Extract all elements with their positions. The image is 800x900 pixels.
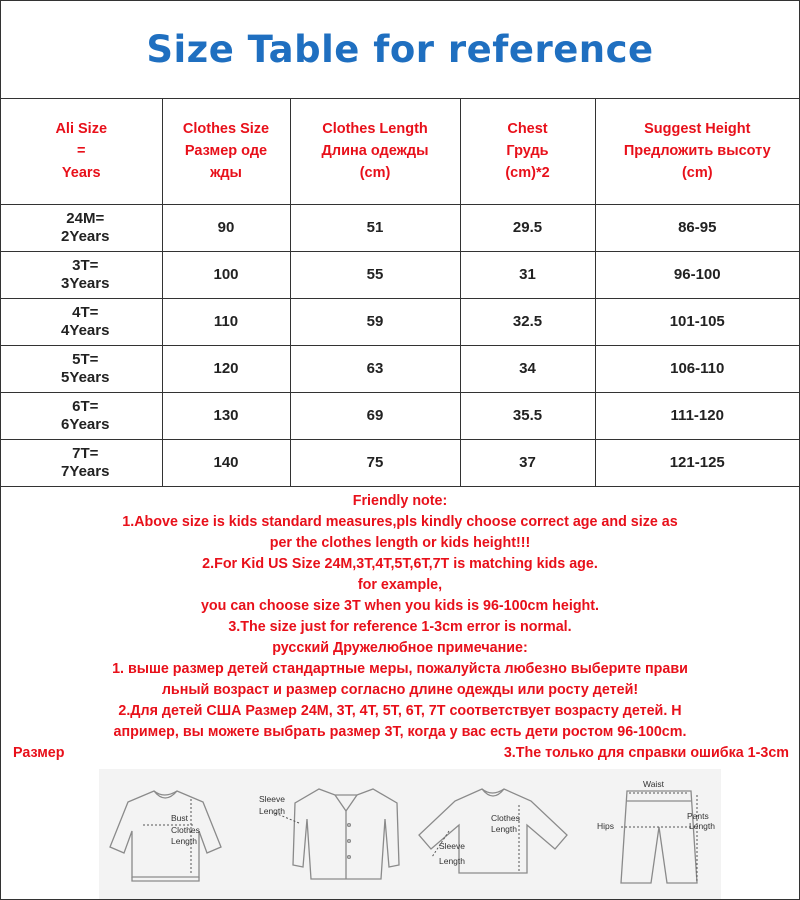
ru-note-3-left: Размер bbox=[13, 745, 65, 761]
hips-label: Hips bbox=[597, 821, 615, 831]
ru-note-2a: 2.Для детей США Размер 24M, 3T, 4T, 5T, 6T, 7T соответствует возрасту детей. Н bbox=[118, 703, 682, 719]
ru-note-3 bbox=[1, 743, 799, 764]
table-row bbox=[1, 252, 799, 299]
note-1a: 1.Above size is kids standard measures,pls kindly choose correct age and size as bbox=[122, 514, 678, 530]
table-row bbox=[1, 393, 799, 440]
chest-cell: 35.5 bbox=[460, 393, 595, 440]
table-row bbox=[1, 205, 799, 252]
height-cell: 101-105 bbox=[595, 299, 799, 346]
chest-cell: 31 bbox=[460, 252, 595, 299]
table-row bbox=[1, 346, 799, 393]
length-cell: 59 bbox=[290, 299, 460, 346]
height-cell: 96-100 bbox=[595, 252, 799, 299]
height-cell: 86-95 bbox=[595, 205, 799, 252]
pants-label: Pants bbox=[687, 811, 709, 821]
header-clothes-size: Clothes Size Размер оде жды bbox=[162, 98, 290, 205]
note-1b: per the clothes length or kids height!!! bbox=[269, 535, 531, 551]
length-label-1: Length bbox=[171, 836, 197, 846]
size-cell: 100 bbox=[162, 252, 290, 299]
age-cell: 24M= 2Years bbox=[1, 205, 162, 252]
age-cell: 5T= 5Years bbox=[1, 346, 162, 393]
age-cell: 7T= 7Years bbox=[1, 440, 162, 487]
chest-cell: 34 bbox=[460, 346, 595, 393]
friendly-notes bbox=[1, 489, 799, 769]
clothes-label-1: Clothes bbox=[171, 825, 200, 835]
chest-cell: 37 bbox=[460, 440, 595, 487]
header-ali-size: Ali Size = Years bbox=[1, 98, 162, 205]
sleeve-label-1: Sleeve bbox=[259, 794, 285, 804]
length-cell: 63 bbox=[290, 346, 460, 393]
length-cell: 55 bbox=[290, 252, 460, 299]
age-cell: 4T= 4Years bbox=[1, 299, 162, 346]
height-cell: 121-125 bbox=[595, 440, 799, 487]
header-chest: Chest Грудь (cm)*2 bbox=[460, 98, 595, 205]
title-row bbox=[1, 1, 799, 99]
size-cell: 120 bbox=[162, 346, 290, 393]
size-cell: 140 bbox=[162, 440, 290, 487]
bust-label: Bust bbox=[171, 813, 189, 823]
header-suggest-height: Suggest Height Предложить высоту (cm) bbox=[595, 98, 799, 205]
table-row bbox=[1, 440, 799, 487]
note-2b: for example, bbox=[357, 577, 443, 593]
notes-heading: Friendly note: bbox=[352, 493, 448, 509]
size-cell: 110 bbox=[162, 299, 290, 346]
length-cell: 69 bbox=[290, 393, 460, 440]
table-header-row bbox=[1, 98, 799, 205]
length-cell: 51 bbox=[290, 205, 460, 252]
note-2: 2.For Kid US Size 24M,3T,4T,5T,6T,7T is matching kids age. bbox=[202, 556, 598, 572]
ru-note-3-right: 3.The только для справки ошибка 1-3cm bbox=[503, 745, 789, 761]
page-title: Size Table for reference bbox=[146, 28, 654, 71]
note-2c: you can choose size 3T when you kids is 96-100cm height. bbox=[200, 598, 600, 614]
clothes-label-2: Clothes bbox=[491, 813, 520, 823]
ru-note-2b: апример, вы можете выбрать размер 3T, когда у вас есть дети ростом 96-100cm. bbox=[113, 724, 687, 740]
chest-cell: 32.5 bbox=[460, 299, 595, 346]
length-cell: 75 bbox=[290, 440, 460, 487]
sleeve-label-2: Sleeve bbox=[439, 841, 465, 851]
size-cell: 90 bbox=[162, 205, 290, 252]
measurement-diagram bbox=[99, 769, 721, 899]
sleeve-length-label-1: Length bbox=[259, 806, 285, 816]
age-cell: 6T= 6Years bbox=[1, 393, 162, 440]
sleeve-length-label-2: Length bbox=[439, 856, 465, 866]
ru-note-1a: 1. выше размер детей стандартные меры, пожалуйста любезно выберите прави bbox=[112, 661, 688, 677]
note-3: 3.The size just for reference 1-3cm error is normal. bbox=[228, 619, 572, 635]
size-cell: 130 bbox=[162, 393, 290, 440]
ru-note-1b: льный возраст и размер согласно длине одежды или росту детей! bbox=[161, 682, 639, 698]
size-table bbox=[1, 98, 799, 487]
table-row bbox=[1, 299, 799, 346]
height-cell: 111-120 bbox=[595, 393, 799, 440]
header-clothes-length: Clothes Length Длина одежды (cm) bbox=[290, 98, 460, 205]
age-cell: 3T= 3Years bbox=[1, 252, 162, 299]
chest-cell: 29.5 bbox=[460, 205, 595, 252]
height-cell: 106-110 bbox=[595, 346, 799, 393]
length-label-2: Length bbox=[491, 824, 517, 834]
waist-label: Waist bbox=[643, 779, 664, 789]
pants-length-label: Length bbox=[689, 821, 715, 831]
ru-notes-heading: русский Дружелюбное примечание: bbox=[272, 640, 528, 656]
